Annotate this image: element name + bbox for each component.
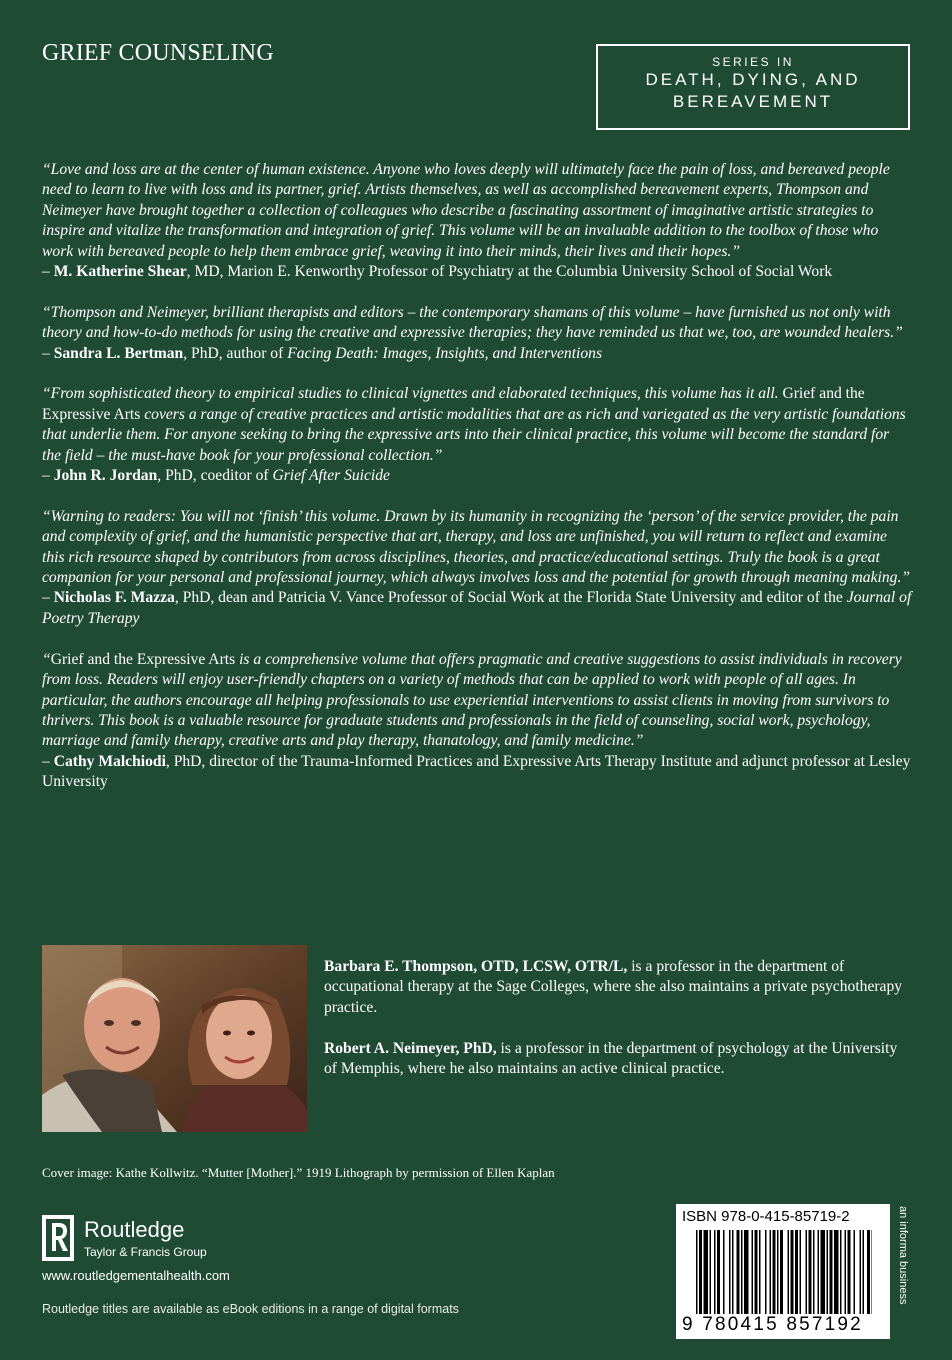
- barcode-bar: [840, 1230, 842, 1314]
- barcode-bar: [834, 1230, 839, 1314]
- author-bio: Robert A. Neimeyer, PhD, is a professor in the department of psychology at the University of Memphis, where he also maintains an active clinical practice.: [324, 1039, 898, 1078]
- barcode-bar: [872, 1230, 873, 1314]
- barcode-bar: [732, 1230, 734, 1314]
- quote-text: “Love and loss are at the center of human existence. Anyone who loves deeply will ultimately face the pain of loss, and bereaved people need to learn to live with loss and its partner, grief. Artists themselves, as well as accomplished bereavement experts, Thompson and Neimeyer have brought together a collection of colleagues who describe a fascinating assortment of imaginative artistic strategies to inspire and vitalize the transformation and integration of grief. This volume will be an invaluable addition to the toolbox of those who work with bereaved people to help them embrace grief, weaving it into their minds, their lives and their hopes.”: [42, 161, 890, 260]
- quote-text: “Grief and the Expressive Arts is a comprehensive volume that offers pragmatic and creative suggestions to assist individuals in recovery from loss. Readers will enjoy user-friendly chapters on a variety of methods that can be applied to work with people of all ages. In particular, the authors encourage all helping professionals to use experiential interventions to assist clients in moving from survivors to thrivers. This book is a valuable resource for graduate students and professionals in the field of counseling, social work, psychology, marriage and family therapy, creative arts and play therapy, thanatology, and family medicine.”: [42, 650, 902, 750]
- barcode-bar: [809, 1230, 812, 1314]
- endorsement: [42, 507, 912, 629]
- barcode-bar: [806, 1230, 808, 1314]
- barcode-bar: [827, 1230, 829, 1314]
- barcode-bar: [710, 1230, 712, 1314]
- journal-title: Journal of Poetry Therapy: [42, 589, 912, 627]
- barcode-bar: [860, 1230, 862, 1314]
- book-title: Grief and the Expressive Arts: [50, 650, 236, 668]
- barcode-bar: [755, 1230, 758, 1314]
- quote-attribution: – Cathy Malchiodi, PhD, director of the Trauma-Informed Practices and Expressive Arts Therapy Institute and adjunct professor at Lesley University: [42, 752, 911, 791]
- barcode-number: 9 780415 857192: [682, 1314, 863, 1335]
- endorser-name: Sandra L. Bertman: [53, 344, 184, 362]
- barcode-bar: [752, 1230, 754, 1314]
- authors-photo: [42, 945, 307, 1132]
- publisher-url[interactable]: www.routledgementalhealth.com: [42, 1268, 230, 1283]
- publisher-name: Routledge: [84, 1217, 185, 1242]
- barcode-bar: [741, 1230, 743, 1314]
- barcode-bar: [777, 1230, 779, 1314]
- barcode-bar: [867, 1230, 870, 1314]
- barcode-bar: [765, 1230, 767, 1314]
- barcode-bar: [854, 1230, 856, 1314]
- ebook-note: Routledge titles are available as eBook editions in a range of digital formats: [42, 1302, 459, 1316]
- series-title-line1: DEATH, DYING, AND: [645, 70, 861, 89]
- barcode-bar: [714, 1230, 716, 1314]
- barcode-bar: [744, 1230, 749, 1314]
- barcode-bar: [737, 1230, 740, 1314]
- endorser-name: Nicholas F. Mazza: [53, 589, 175, 607]
- quote-text: “Warning to readers: You will not ‘finish’ this volume. Drawn by its humanity in recognizing the ‘person’ of the service provider, the pain and complexity of grief, and the humanistic perspective that art, therapy, and loss are unfinished, you will return to reflect and examine this rich resource shaped by contributors from across disciplines, theories, and practice/educational settings. Truly the book is a great companion for your personal and professional journey, which always involves loss and the potential for growth through meaning making.”: [42, 507, 911, 587]
- book-title: Facing Death: Images, Insights, and Interventions: [287, 344, 603, 362]
- barcode-bar: [795, 1230, 798, 1314]
- barcode-bar: [759, 1230, 761, 1314]
- barcode-bar: [821, 1230, 826, 1314]
- quote-text: “Thompson and Neimeyer, brilliant therapists and editors – the contemporary shamans of this volume – have furnished us not only with theory and how-to-do methods for using the creative and expressive therapies; they have reminded us that we, too, are wounded healers.”: [42, 303, 903, 342]
- barcode-bar: [848, 1230, 851, 1314]
- endorsements: [42, 160, 912, 813]
- series-prefix: SERIES IN: [712, 55, 794, 69]
- isbn-barcode: [676, 1204, 890, 1339]
- barcode-bar: [788, 1230, 790, 1314]
- endorsement: [42, 303, 912, 364]
- endorser-name: M. Katherine Shear: [53, 263, 187, 281]
- barcode-bar: [699, 1230, 702, 1314]
- endorser-name: John R. Jordan: [53, 467, 158, 485]
- quote-attribution: – Sandra L. Bertman, PhD, author of Facing Death: Images, Insights, and Interventions: [42, 344, 603, 362]
- book-title: Grief After Suicide: [272, 467, 390, 485]
- barcode-bar: [818, 1230, 820, 1314]
- cover-image-credit: Cover image: Kathe Kollwitz. “Mutter [Mother].” 1919 Lithograph by permission of Ellen Kaplan: [42, 1165, 555, 1180]
- barcode-bar: [717, 1230, 720, 1314]
- endorsement: [42, 160, 912, 282]
- endorsement: [42, 650, 912, 793]
- endorser-name: Cathy Malchiodi: [53, 752, 166, 770]
- author-bios: [324, 957, 914, 1100]
- quote-attribution: – John R. Jordan, PhD, coeditor of Grief After Suicide: [42, 467, 390, 485]
- endorsement: [42, 384, 912, 486]
- barcode-bar: [723, 1230, 725, 1314]
- quote-attribution: – M. Katherine Shear, MD, Marion E. Kenworthy Professor of Psychiatry at the Columbia University School of Social Work: [42, 263, 833, 281]
- publisher-group: Taylor & Francis Group: [84, 1245, 207, 1259]
- author-name: Robert A. Neimeyer, PhD,: [324, 1039, 497, 1057]
- barcode-bar: [704, 1230, 709, 1314]
- isbn-label: ISBN 978-0-415-85719-2: [682, 1208, 850, 1225]
- barcode-bar: [800, 1230, 802, 1314]
- category-label: GRIEF COUNSELING: [42, 40, 274, 66]
- routledge-logo-icon: [42, 1215, 74, 1261]
- barcode-bars: [696, 1230, 872, 1314]
- barcode-bar: [863, 1230, 865, 1314]
- book-title: Grief and the Expressive Arts: [42, 385, 865, 423]
- barcode-bar: [813, 1230, 815, 1314]
- barcode-bar: [780, 1230, 783, 1314]
- author-name: Barbara E. Thompson, OTD, LCSW, OTR/L,: [324, 958, 628, 975]
- barcode-bar: [770, 1230, 772, 1314]
- barcode-bar: [729, 1230, 731, 1314]
- series-title-line2: BEREAVEMENT: [672, 92, 834, 111]
- author-bio: Barbara E. Thompson, OTD, LCSW, OTR/L, is a professor in the department of occupational therapy at the Sage Colleges, where she also maintains a private psychotherapy practice.: [324, 958, 903, 1016]
- barcode-bar: [830, 1230, 833, 1314]
- series-box: [596, 44, 910, 130]
- barcode-bar: [773, 1230, 776, 1314]
- quote-attribution: – Nicholas F. Mazza, PhD, dean and Patricia V. Vance Professor of Social Work at the Florida State University and editor of the Journal of Poetry Therapy: [42, 589, 912, 627]
- quote-text: “From sophisticated theory to empirical studies to clinical vignettes and elaborated techniques, this volume has it all. Grief and the Expressive Arts covers a range of creative practices and artistic modalities that are as rich and variegated as the very artistic foundations that underlie them. For anyone seeking to bring the expressive arts into their clinical practice, this volume will become the standard for the field – the must-have book for your professional collection.”: [42, 385, 906, 464]
- barcode-bar: [791, 1230, 794, 1314]
- barcode-bar: [696, 1230, 698, 1314]
- barcode-bar: [845, 1230, 847, 1314]
- authors-photo-illustration: [42, 945, 307, 1132]
- informa-tagline: an informa business: [897, 1206, 909, 1305]
